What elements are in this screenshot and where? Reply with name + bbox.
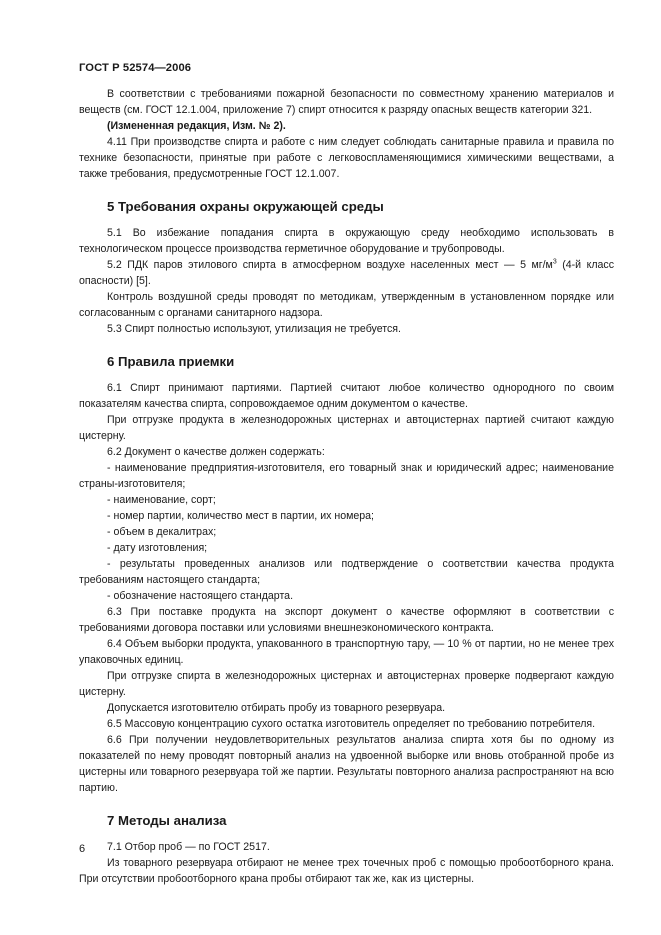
paragraph-7-1: 7.1 Отбор проб — по ГОСТ 2517. [107, 841, 270, 853]
paragraph-6-1: 6.1 Спирт принимают партиями. Партией считают любое количество однородного по своим показателям качества спирта, сопровождаемое одним документом о качестве. [79, 382, 614, 410]
page-body [79, 86, 614, 887]
paragraph-tank-check: При отгрузке спирта в железнодорожных цистернах и автоцистернах проверке подвергают каждую цистерну. [79, 670, 614, 698]
page-number: 6 [79, 843, 86, 855]
paragraph-shipment-tank: При отгрузке продукта в железнодорожных цистернах и автоцистернах партией считают каждую цистерну. [79, 414, 614, 442]
paragraph-5-1: 5.1 Во избежание попадания спирта в окружающую среду необходимо использовать в технологическом процессе производства герметичное оборудование и трубопроводы. [79, 227, 614, 255]
superscript-3: 3 [552, 258, 557, 266]
section-5-title: 5 Требования охраны окружающей среды [107, 199, 384, 214]
section-6-title: 6 Правила приемки [107, 354, 235, 369]
paragraph-5-3: 5.3 Спирт полностью используют, утилизация не требуется. [107, 323, 401, 335]
list-item: - объем в декалитрах; [107, 526, 217, 538]
list-item: - наименование, сорт; [107, 494, 216, 506]
list-item: - номер партии, количество мест в партии, их номера; [107, 510, 375, 522]
paragraph-air-control: Контроль воздушной среды проводят по методикам, утвержденным в установленном порядке или согласованным с органами санитарного надзора. [79, 291, 614, 319]
paragraph-5-2-tail: (4-й класс опасности) [5]. [79, 259, 614, 287]
paragraph-5-2-text: 5.2 ПДК паров этилового спирта в атмосферном воздухе населенных мест — 5 мг/м [107, 259, 553, 271]
list-item: - дату изготовления; [107, 542, 208, 554]
paragraph-sampling: Из товарного резервуара отбирают не менее трех точечных проб с помощью пробоотборного крана. При отсутствии пробоотборного крана пробы отбирают так же, как из цистерны. [79, 857, 614, 885]
paragraph-fire-safety: В соответствии с требованиями пожарной безопасности по совместному хранению материалов и веществ (см. ГОСТ 12.1.004, приложение 7) спирт относится к разряду опасных веществ категории 321. [79, 88, 614, 116]
document-header: ГОСТ Р 52574—2006 [79, 62, 192, 74]
list-item: - обозначение настоящего стандарта. [107, 590, 294, 602]
list-item: - результаты проведенных анализов или подтверждение о соответствии качества продукта требованиям настоящего стандарта; [79, 558, 614, 586]
paragraph-reservoir-sample: Допускается изготовителю отбирать пробу из товарного резервуара. [107, 702, 446, 714]
revision-note: (Измененная редакция, Изм. № 2). [107, 120, 286, 132]
paragraph-6-5: 6.5 Массовую концентрацию сухого остатка изготовитель определяет по требованию потребителя. [107, 718, 596, 730]
paragraph-6-2: 6.2 Документ о качестве должен содержать: [107, 446, 325, 458]
paragraph-4-11: 4.11 При производстве спирта и работе с ним следует соблюдать санитарные правила и правила по технике безопасности, принятые при работе с легковоспламеняющимися химическими веществами, а также требования, предусмотренные ГОСТ 12.1.007. [79, 136, 614, 180]
paragraph-5-2 [79, 257, 614, 289]
paragraph-6-4: 6.4 Объем выборки продукта, упакованного в транспортную тару, — 10 % от партии, но не менее трех упаковочных единиц. [79, 638, 614, 666]
paragraph-6-3: 6.3 При поставке продукта на экспорт документ о качестве оформляют в соответствии с требованиями договора поставки или условиями внешнеэкономического контракта. [79, 606, 614, 634]
list-item: - наименование предприятия-изготовителя, его товарный знак и юридический адрес; наименование страны-изготовителя; [79, 462, 614, 490]
paragraph-6-6: 6.6 При получении неудовлетворительных результатов анализа спирта хотя бы по одному из показателей по нему проводят повторный анализ на удвоенной выборке или вновь отобранной пробе из цистерны или товарного резервуара той же партии. Результаты повторного анализа распространяют на всю партию. [79, 734, 614, 794]
section-7-title: 7 Методы анализа [107, 813, 227, 828]
